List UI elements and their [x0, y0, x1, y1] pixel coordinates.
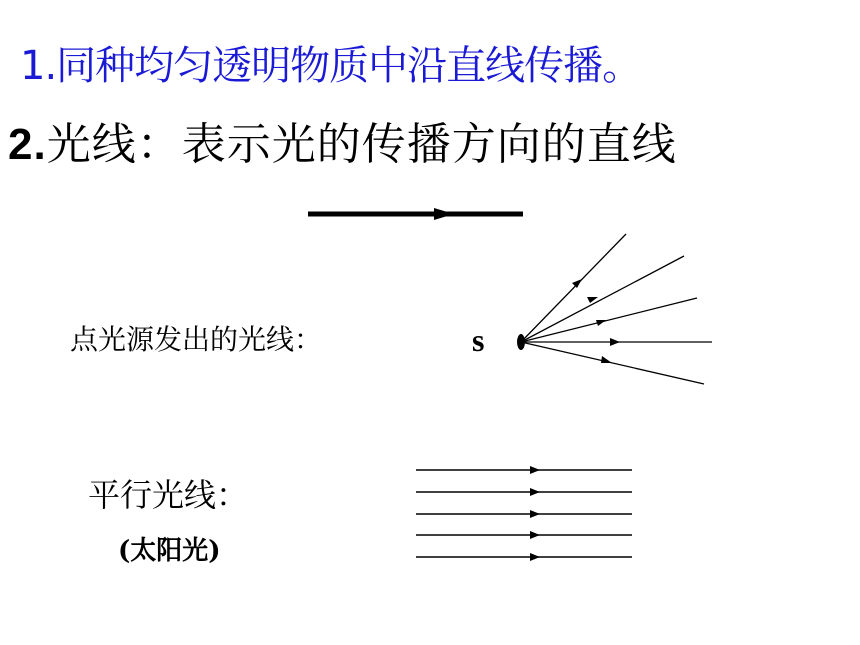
diverging-ray — [521, 256, 684, 342]
source-label-s: s — [472, 322, 485, 358]
statement-2-number: 2. — [8, 120, 47, 169]
statement-1: 1.同种均匀透明物质中沿直线传播。 — [20, 43, 642, 89]
parallel-rays-label: 平行光线： — [88, 476, 249, 514]
diverging-ray — [521, 298, 697, 342]
statement-2-text: 光线：表示光的传播方向的直线 — [46, 119, 677, 170]
ray-arrowhead — [601, 356, 612, 363]
sunlight-note: (太阳光) — [118, 536, 221, 566]
ray-arrowhead — [530, 531, 540, 539]
ray-arrowhead — [530, 510, 540, 518]
example-light-ray — [308, 208, 523, 220]
ray-arrowhead — [596, 320, 606, 326]
diverging-ray — [521, 234, 626, 342]
point-source-rays — [517, 234, 712, 384]
ray-arrowhead — [610, 338, 620, 346]
point-source-label: 点光源发出的光线： — [70, 323, 323, 356]
ray-arrowhead — [530, 488, 540, 496]
ray-arrowhead — [572, 279, 582, 288]
parallel-rays — [416, 470, 632, 557]
diverging-ray — [521, 342, 704, 384]
point-source-arrowheads — [572, 279, 620, 363]
ray-arrowhead — [530, 553, 540, 561]
parallel-arrowheads — [530, 466, 540, 561]
ray-arrowhead — [530, 466, 540, 474]
ray-arrowhead — [434, 208, 454, 220]
